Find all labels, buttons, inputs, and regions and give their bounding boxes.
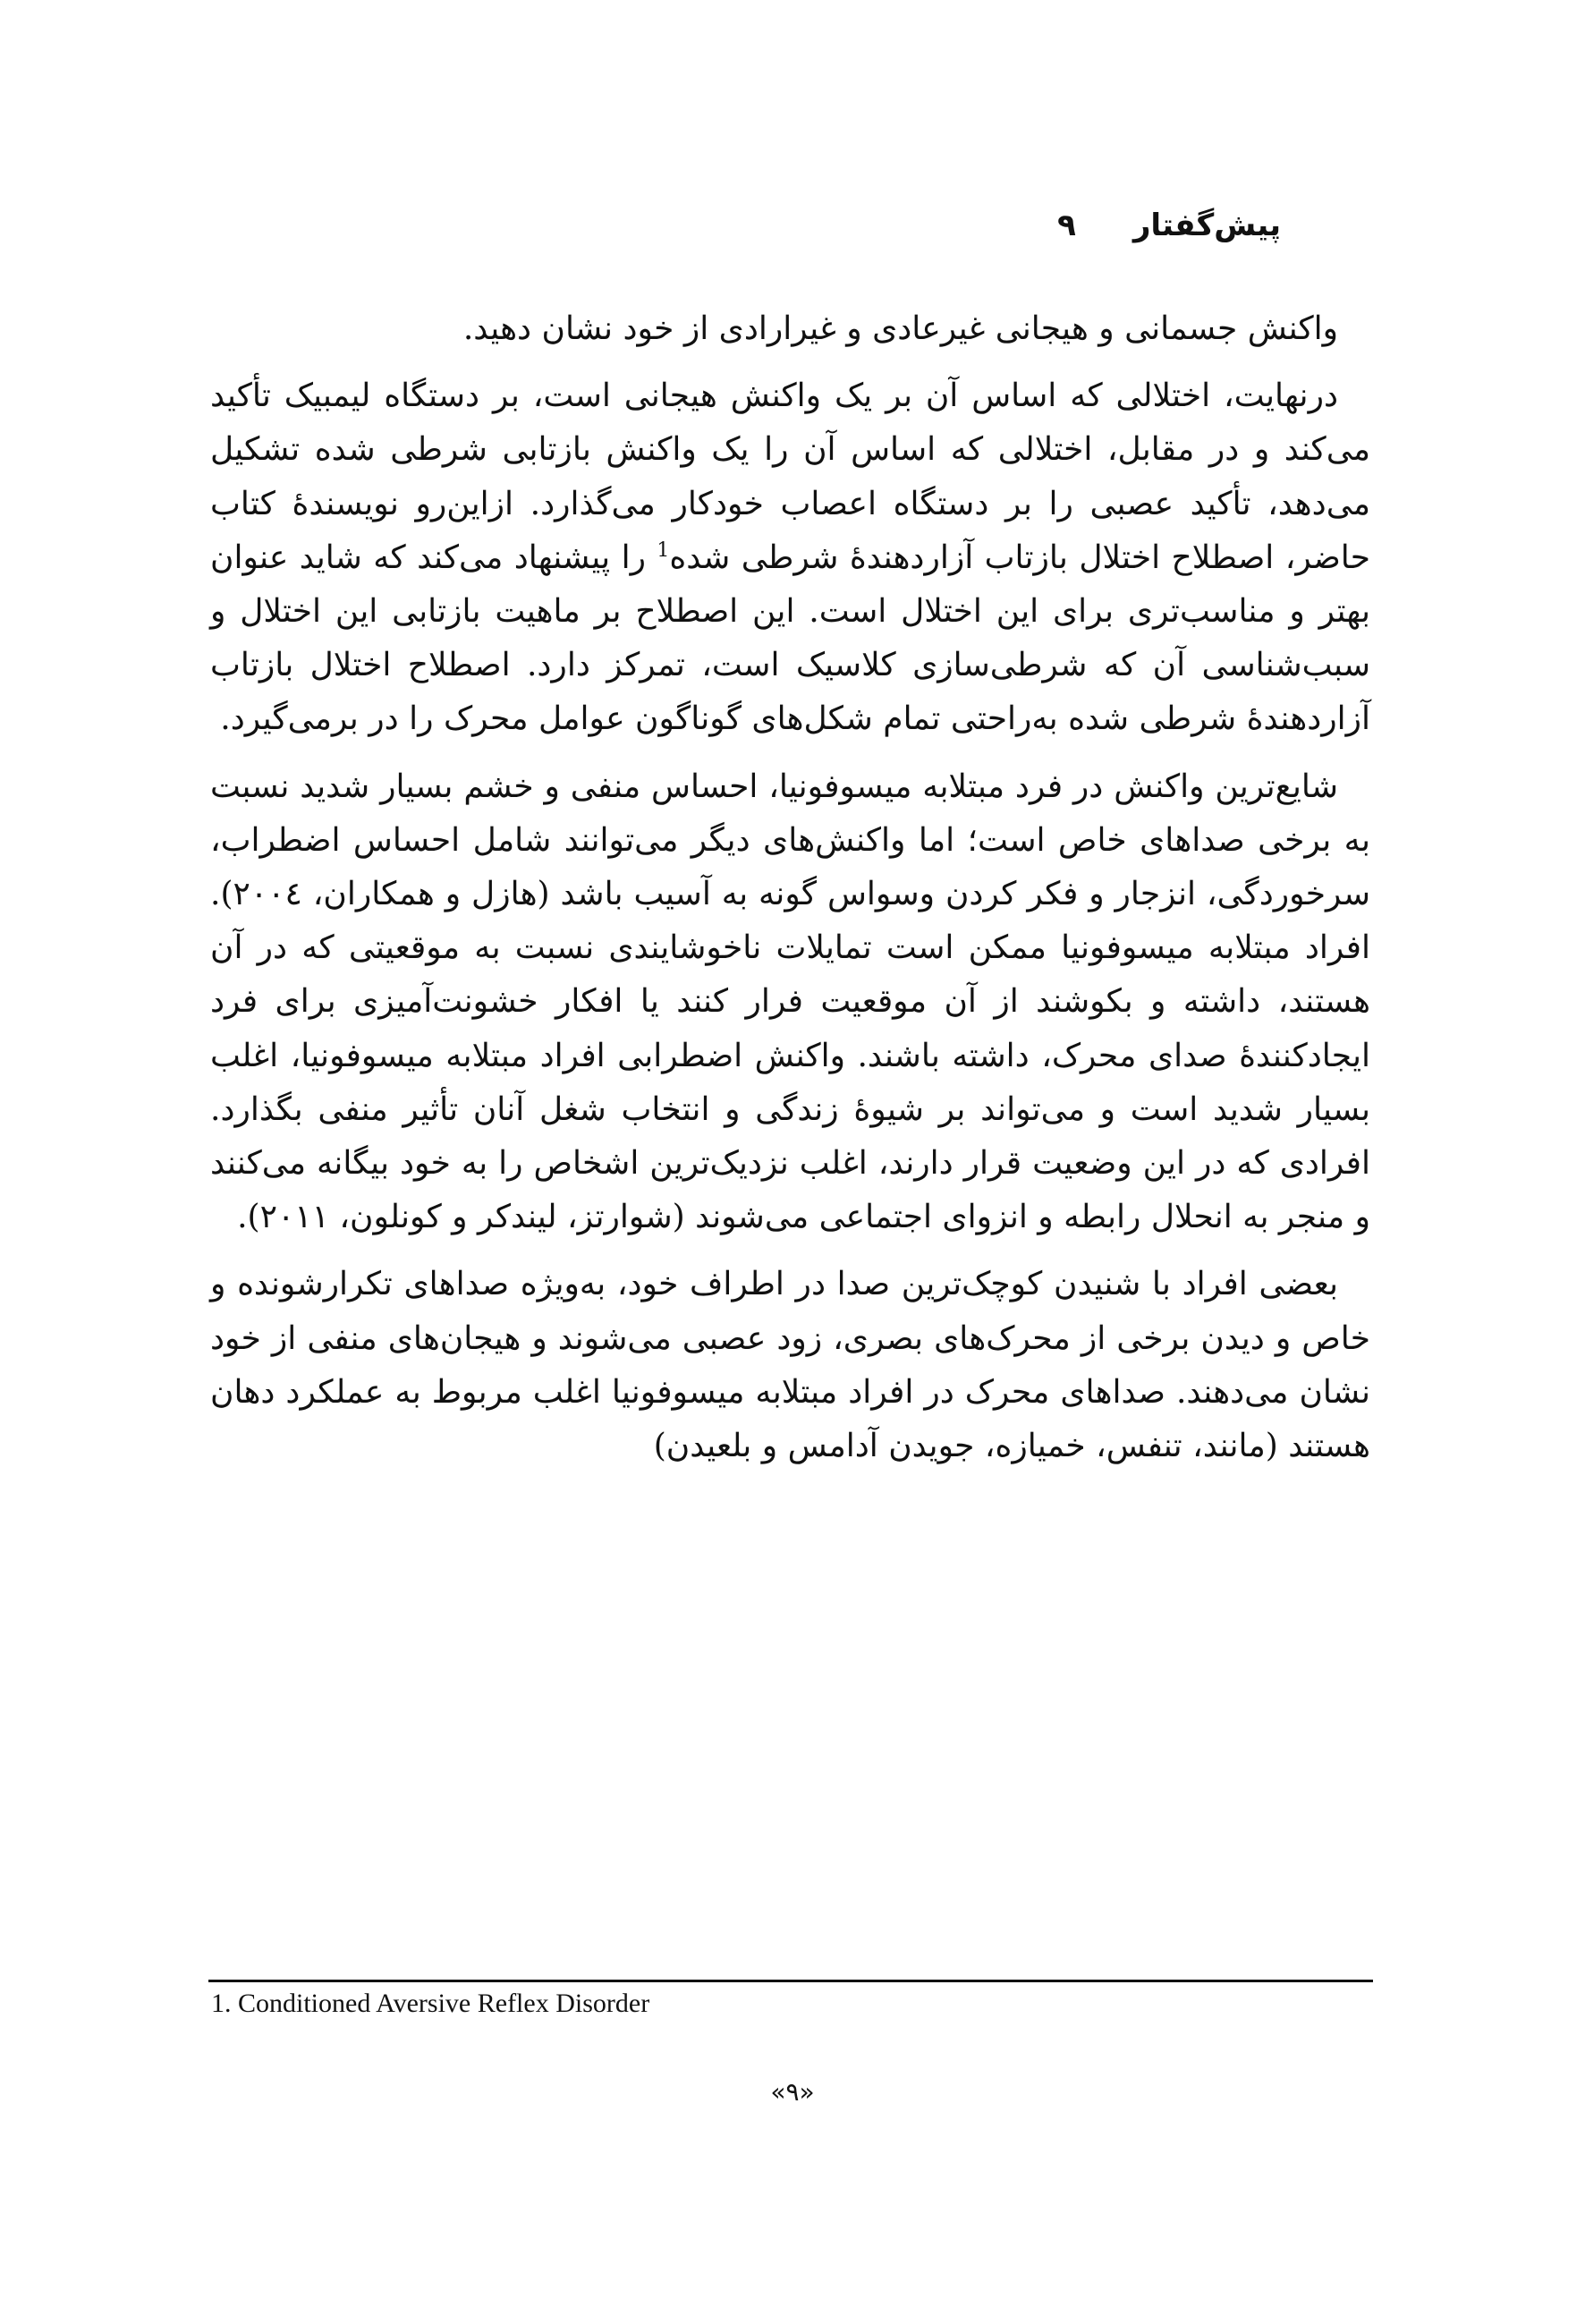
body-text — [210, 302, 1370, 1487]
paragraph-2 — [210, 369, 1370, 746]
header-page-number: ۹ — [1057, 208, 1076, 243]
paragraph-2-part-2: را پیشنهاد می‌کند که شاید عنوان بهتر و مناسب‌تری برای این اختلال است. این اصطلاح بر ماهیت بازتابی این اختلال و سبب‌شناسی آن که شرطی‌سازی کلاسیک است، تمرکز دارد. اصطلاح اختلال بازتاب آزاردهندهٔ شرطی شده به‌راحتی تمام شکل‌های گوناگون عوامل محرک را در برمی‌گیرد. — [210, 539, 1371, 738]
paragraph-4: بعضی افراد با شنیدن کوچک‌ترین صدا در اطراف خود، به‌ویژه صداهای تکرارشونده و خاص و دیدن برخی از محرک‌های بصری، زود عصبی می‌شوند و هیجان‌های منفی از خود نشان می‌دهند. صداهای محرک در افراد مبتلابه میسوفونیا اغلب مربوط به عملکرد دهان هستند (مانند، تنفس، خمیازه، جویدن آدامس و بلعیدن) — [210, 1266, 1370, 1465]
footnote-reference: 1 — [657, 539, 670, 562]
page-number-footer: «۹» — [770, 2077, 815, 2107]
paragraph-3: شایع‌ترین واکنش در فرد مبتلابه میسوفونیا، احساس منفی و خشم بسیار شدید نسبت به برخی صداهای خاص است؛ اما واکنش‌های دیگر می‌توانند شامل احساس اضطراب، سرخوردگی، انزجار و فکر کردن وسواس گونه به آسیب باشد (هازل و همکاران، ۲۰۰٤). افراد مبتلابه میسوفونیا ممکن است تمایلات ناخوشایندی نسبت به موقعیتی که در آن هستند، داشته و بکوشند از آن موقعیت فرار کنند یا افکار خشونت‌آمیزی برای فرد ایجادکنندهٔ صدای محرک، داشته باشند. واکنش اضطرابی افراد مبتلابه میسوفونیا، اغلب بسیار شدید است و می‌تواند بر شیوهٔ زندگی و انتخاب شغل آنان تأثیر منفی بگذارد. افرادی که در این وضعیت قرار دارند، اغلب نزدیک‌ترین اشخاص را به خود بیگانه می‌کنند و منجر به انحلال رابطه و انزوای اجتماعی می‌شوند (شوارتز، لیندکر و کونلون، ۲۰۱۱). — [210, 768, 1370, 1236]
running-header — [1057, 208, 1281, 243]
paragraph-2-part-1: درنهایت، اختلالی که اساس آن بر یک واکنش هیجانی است، بر دستگاه لیمبیک تأکید می‌کند و در مقابل، اختلالی که اساس آن را یک واکنش بازتابی شرطی شده تشکیل می‌دهد، تأکید عصبی را بر دستگاه اعصاب خودکار می‌گذارد. ازاین‌رو نویسندهٔ کتاب حاضر، اصطلاح اختلال بازتاب آزاردهندهٔ شرطی شده — [210, 377, 1370, 576]
paragraph-1: واکنش جسمانی و هیجانی غیرعادی و غیرارادی از خود نشان دهید. — [462, 310, 1338, 347]
chapter-title: پیش‌گفتار — [1132, 208, 1281, 243]
footnote-divider — [208, 1980, 1373, 1982]
footnote: 1. Conditioned Aversive Reflex Disorder — [211, 1989, 650, 2018]
